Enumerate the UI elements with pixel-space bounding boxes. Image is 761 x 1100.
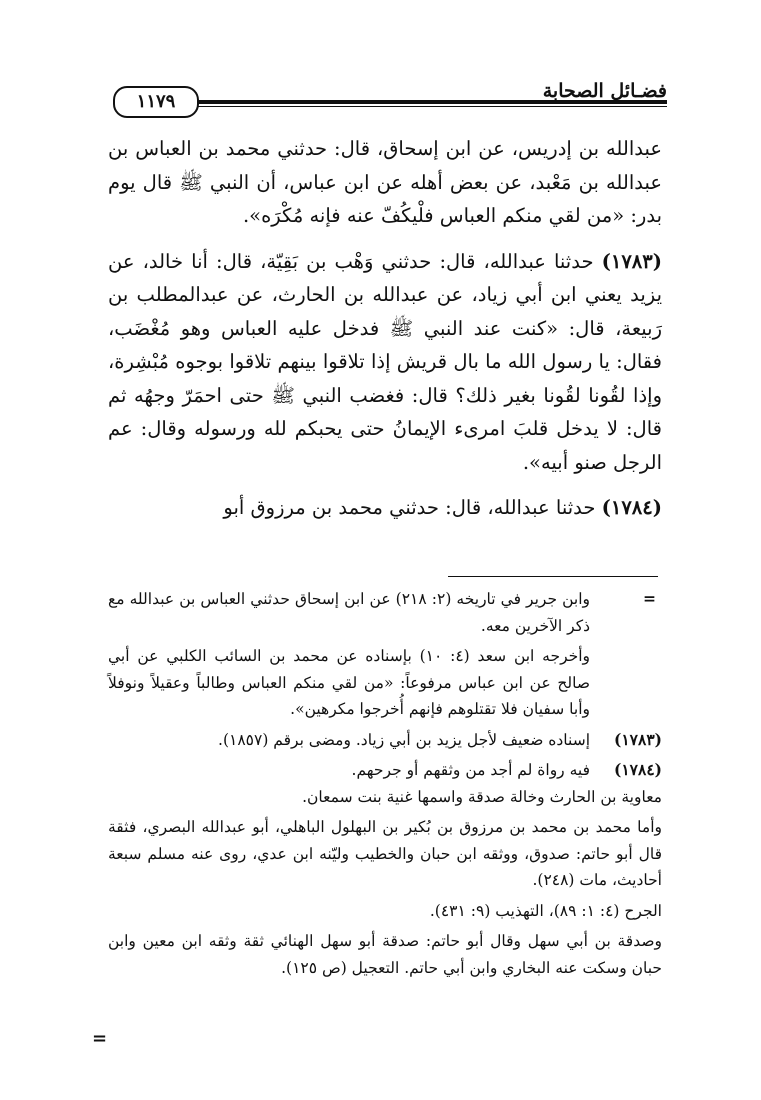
hadith-number: (١٧٨٤): [601, 496, 662, 519]
hadith-number: (١٧٨٣): [601, 249, 662, 273]
footnote-continuation: [108, 586, 662, 639]
footnote-item: [108, 643, 662, 723]
footnote-text: وصدقة بن أبي سهل وقال أبو حاتم: صدقة أبو سهل الهنائي ثقة وثقه ابن معين وابن حبان وسكت عنه البخاري وابن أبي حاتم. التعجيل (ص ١٢٥).: [108, 932, 662, 977]
paragraph-1783: [108, 245, 662, 480]
page-number: ١١٧٩: [113, 86, 199, 118]
footnote-text: معاوية بن الحارث وخالة صدقة واسمها غنية بنت سمعان.: [302, 787, 662, 806]
paragraph-1: عبدالله بن إدريس، عن ابن إسحاق، قال: حدثني محمد بن العباس بن عبدالله بن مَعْبد، عن بعض أهله عن ابن عباس، أن النبي ﷺ قال يوم بدر: «من لقي منكم العباس فلْيكُفّ عنه فإنه مُكْرَه».: [108, 137, 662, 227]
footnote-label: (١٧٨٣): [614, 729, 662, 749]
continuation-marker: =: [643, 589, 656, 608]
running-title: فضـائل الصحابة: [542, 80, 667, 102]
footnote-1784: [108, 757, 662, 784]
footnotes: [108, 586, 662, 985]
footnote-text: وأخرجه ابن سعد (٤: ١٠) بإسناده عن محمد بن السائب الكلبي عن أبي صالح عن ابن عباس مرفوعاً: «من لقي منكم العباس وطالباً وعقيلاً ونوفلاً وأبا سفيان فلا تقتلوهم فإنهم أُخرجوا مكرهين».: [108, 647, 590, 718]
hadith-text: حدثنا عبدالله، قال: حدثني وَهْب بن بَقِيّة، قال: أنا خالد، عن يزيد يعني ابن أبي زياد، عن عبدالله بن الحارث، عن عبدالمطلب بن رَبيعة، قال: «كنت عند النبي ﷺ فدخل عليه العباس وهو مُغْضَب، فقال: يا رسول الله ما بال قريش إذا تلاقوا بينهم تلاقوا بوجوه مُبْشِرة، وإذا لقُونا لقُونا بغير ذلك؟ قال: فغضب النبي ﷺ حتى احمَرّ وجهُه ثم قال: لا يدخل قلبَ امرىء الإيمانُ حتى يحبكم لله ورسوله وقال: عم الرجل صنو أبيه».: [108, 249, 662, 474]
footnote-item: [108, 928, 662, 981]
footnote-text: فيه رواة لم أجد من وثقهم أو جرحهم.: [351, 761, 590, 779]
continued-marker: =: [92, 1028, 108, 1049]
footnote-label: (١٧٨٤): [614, 760, 662, 779]
footnote-1783: [108, 727, 662, 754]
page-header: [105, 76, 667, 112]
hadith-text: حدثنا عبدالله، قال: حدثني محمد بن مرزوق أبو: [223, 496, 602, 519]
footnote-item: [108, 898, 662, 925]
paragraph-1784: [108, 491, 662, 525]
header-rule-thin: [165, 106, 667, 107]
footnote-text: الجرح (٤: ١: ٨٩)، التهذيب (٩: ٤٣١).: [429, 901, 662, 920]
footnote-text: وابن جرير في تاريخه (٢: ٢١٨) عن ابن إسحاق حدثني العباس بن عبدالله مع ذكر الآخرين معه.: [108, 590, 591, 635]
footnote-text: إسناده ضعيف لأجل يزيد بن أبي زياد. ومضى برقم (١٨٥٧).: [218, 730, 590, 749]
footnote-item: [108, 814, 662, 894]
footnote-item: [108, 784, 662, 811]
footnote-separator: [448, 576, 658, 577]
footnote-text: وأما محمد بن محمد بن مرزوق بن بُكير بن البهلول الباهلي، أبو عبدالله البصري، فثقة قال أبو حاتم: صدوق، ووثقه ابن حبان والخطيب وليّنه ابن عدي، روى عنه مسلم سبعة أحاديث، مات (٢٤٨).: [108, 818, 662, 889]
main-text: [108, 132, 662, 537]
